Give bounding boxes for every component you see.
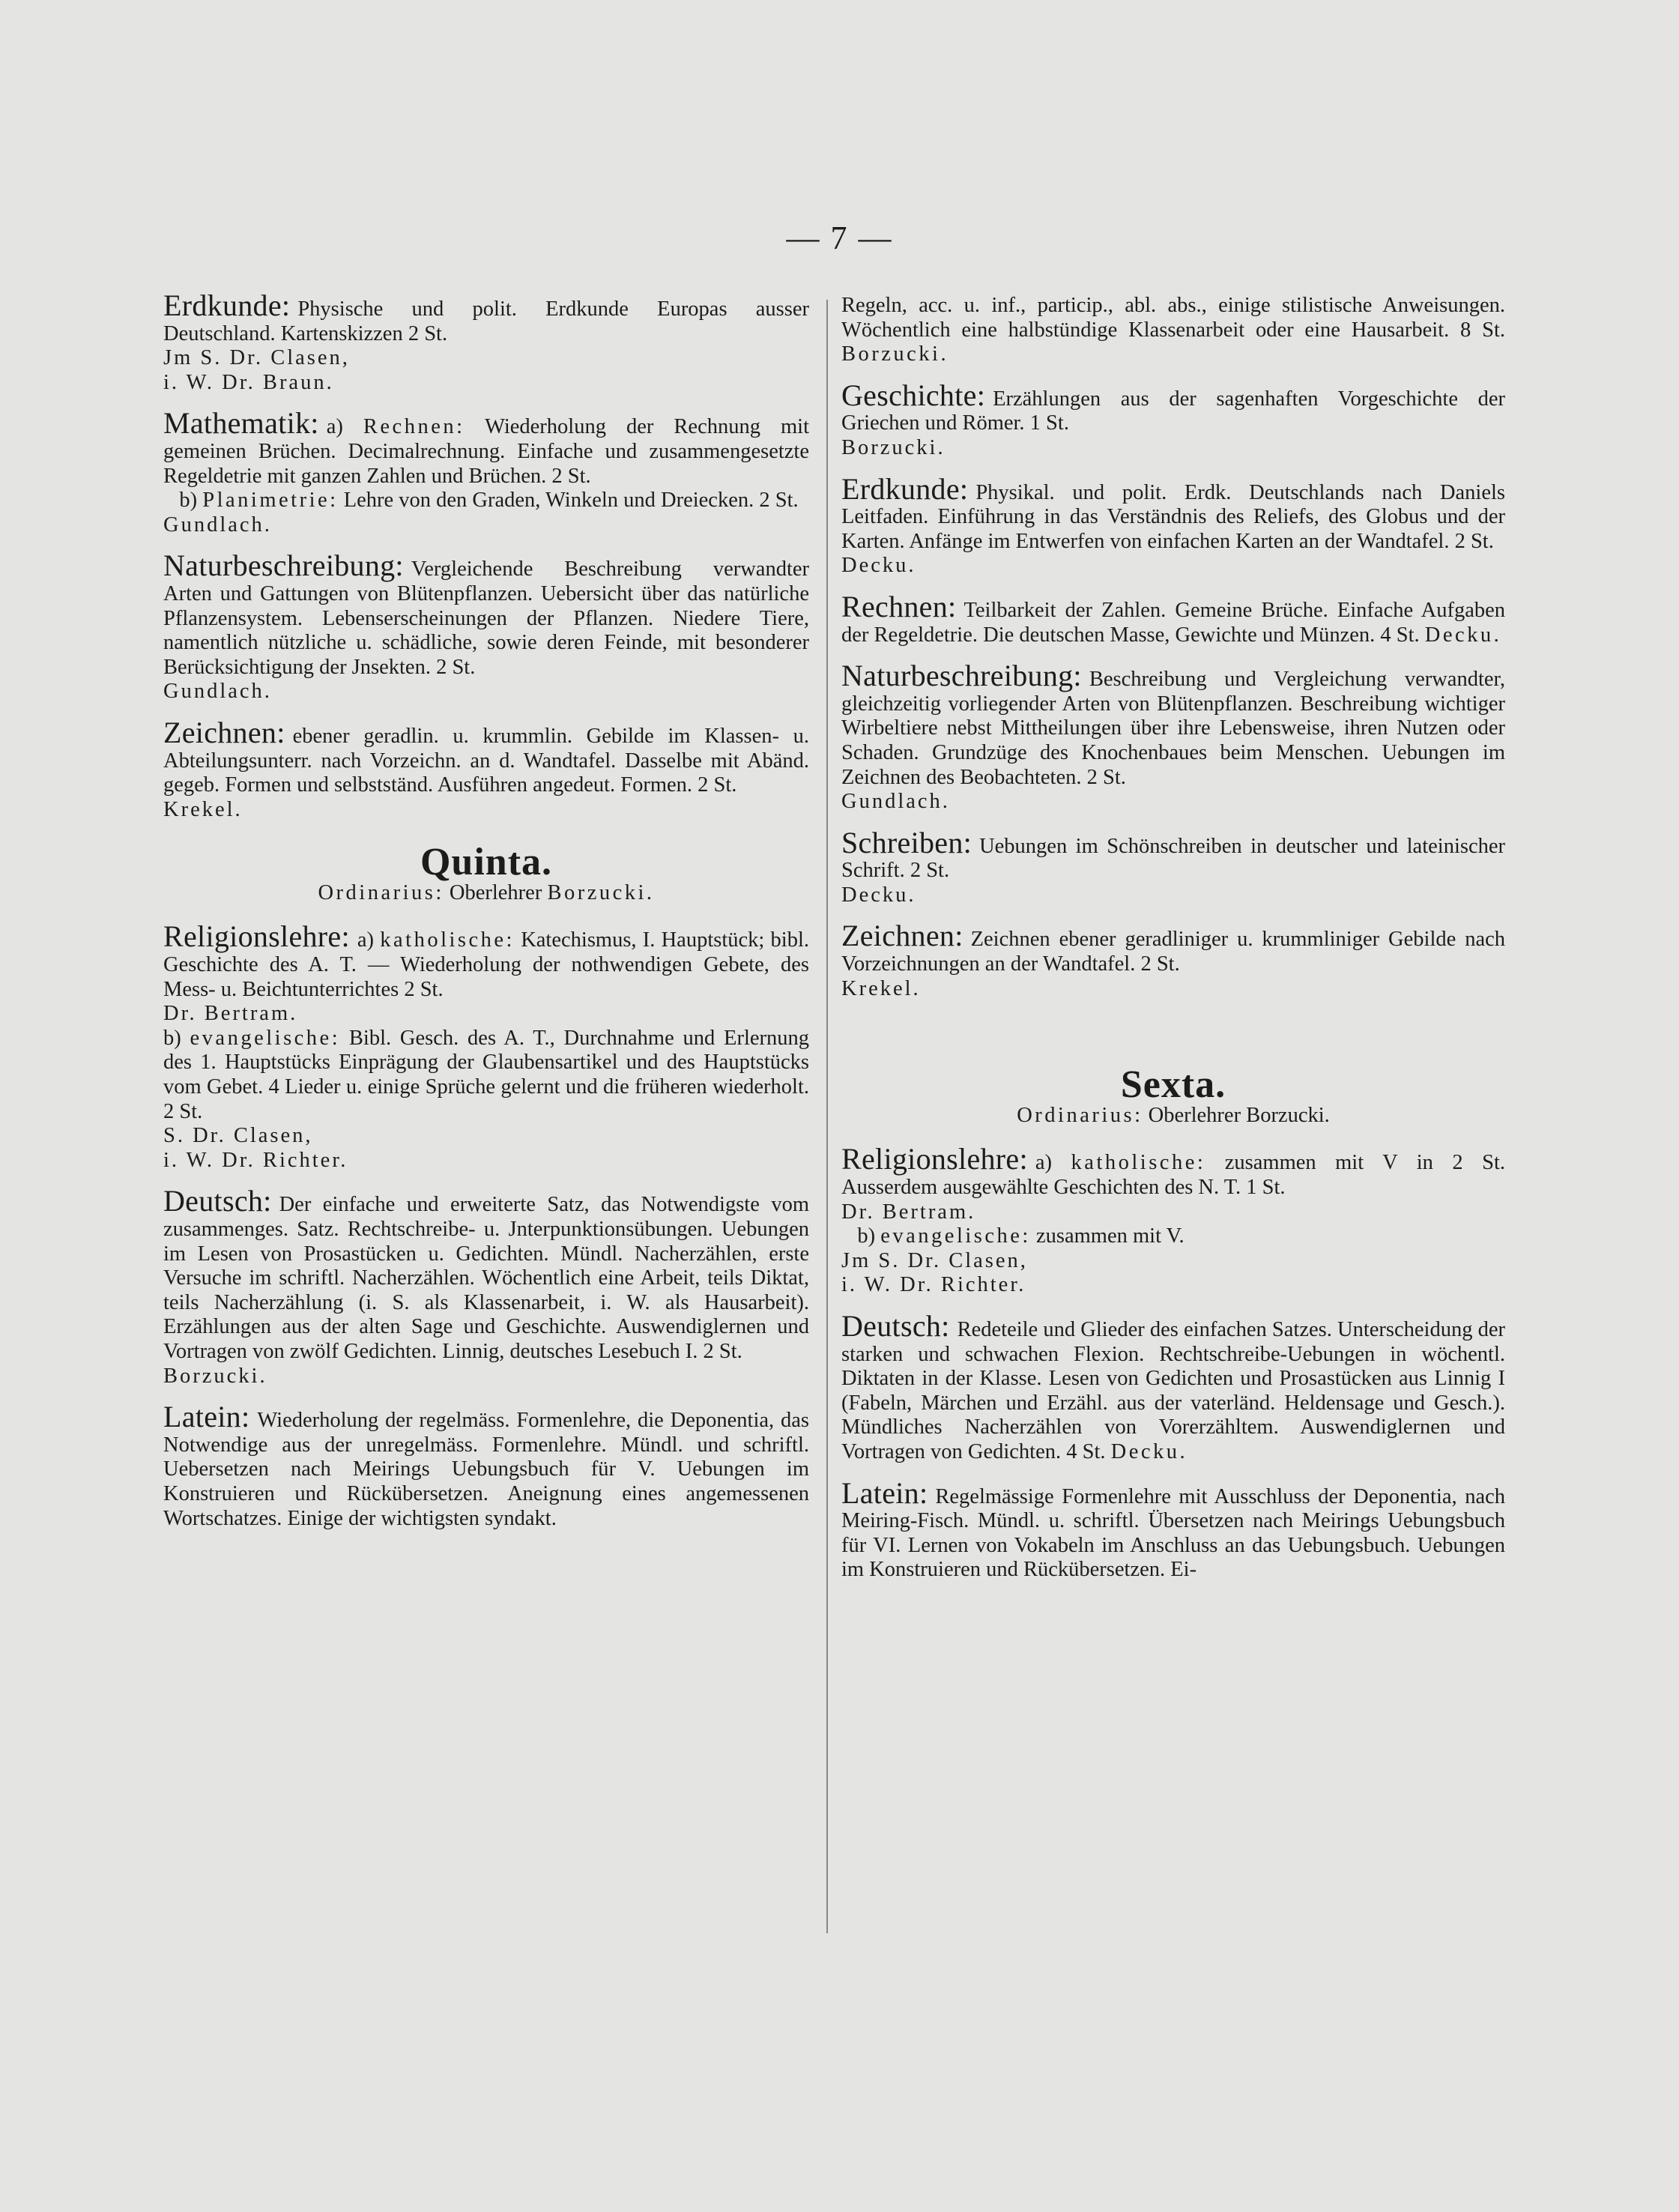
subject-heading: Deutsch: — [841, 1309, 950, 1343]
sub-subject-label: katholische: — [380, 928, 515, 952]
entry-schreiben — [841, 825, 1505, 908]
subject-heading: Latein: — [841, 1475, 928, 1510]
item-marker: a) — [357, 928, 375, 952]
item-marker: b) — [179, 489, 198, 513]
ordinarius-label: Ordinarius: — [318, 880, 444, 904]
entry-latein-continued — [841, 294, 1505, 367]
subject-text: Wiederholung der Rechnung mit gemeinen Brüchen. Decimalrechnung. Einfache und zusammengesetzte Regeldetrie mit ganzen Zahlen und Brüchen. 2 St. — [163, 415, 810, 488]
sub-subject-label: Planimetrie: — [202, 489, 339, 513]
item-marker: a) — [326, 415, 343, 439]
subject-text: Physikal. und polit. Erdk. Deutschlands nach Daniels Leitfaden. Einführung in das Verständnis des Reliefs, des Globus und der Karten. Anfänge im Entwerfen von einfachen Karten an der Wandtafel. 2 St. — [841, 480, 1505, 553]
teacher-signature: i. W. Dr. Richter. — [841, 1273, 1026, 1297]
entry-naturbeschreibung — [841, 659, 1505, 815]
subject-text: Regelmässige Formenlehre mit Ausschluss der Deponentia, nach Meiring-Fisch. Mündl. u. schriftl. Übersetzen nach Meirings Uebungsbuch für VI. Lernen von Vokabeln im Anschluss an das Uebungsbuch. Uebungen im Konstruieren und Rückübersetzen. Ei- — [841, 1484, 1505, 1582]
entry-latein — [163, 1400, 809, 1531]
teacher-signature: Jm S. Dr. Clasen, — [841, 1248, 1028, 1272]
subject-text: Bibl. Gesch. des A. T., Durchnahme und Erlernung des 1. Hauptstücks Einprägung der Glaubensartikel und des Hauptstücks vom Gebet. 4 Lieder u. einige Sprüche gelernt und die früheren wiederholt. 2 St. — [163, 1026, 809, 1123]
item-marker: b) — [163, 1026, 181, 1050]
ordinarius-line — [841, 1104, 1505, 1128]
entry-erdkunde — [841, 471, 1505, 578]
teacher-signature: Borzucki. — [163, 1364, 267, 1388]
subject-heading: Naturbeschreibung: — [841, 659, 1082, 693]
sub-subject-label: katholische: — [1071, 1151, 1206, 1175]
subject-text: zusammen mit V. — [1035, 1224, 1185, 1248]
entry-naturbeschreibung — [163, 549, 809, 704]
entry-geschichte — [841, 378, 1505, 461]
subject-text: Beschreibung und Vergleichung verwandter, gleichzeitig vorliegender Arten von Blütenpflanzen. Beschreibung wichtiger Wirbeltiere nebst Mittheilungen über ihre Lebensweise, ihren Nutzen oder Schaden. Grundzüge des Knochenbaues beim Menschen. Uebungen im Zeichnen des Beobachteten. 2 St. — [841, 668, 1505, 789]
entry-religionslehre — [163, 919, 809, 1173]
entry-latein — [841, 1475, 1505, 1583]
entry-mathematik — [163, 406, 810, 537]
subject-text: ebener geradlin. u. krummlin. Gebilde im Klassen- u. Abteilungsunterr. nach Vorzeichn. an d. Wandtafel. Dasselbe mit Abänd. gegeb. Formen und selbstständ. Ausführen angedeut. Formen. 2 St. — [163, 724, 809, 797]
subject-heading: Zeichnen: — [841, 919, 963, 953]
teacher-signature: Decku. — [841, 883, 916, 907]
subject-text: Erzählungen aus der sagenhaften Vorgeschichte der Griechen und Römer. 1 St. — [841, 387, 1505, 435]
subject-heading: Erdkunde: — [163, 288, 291, 322]
section-title-sexta: Sexta. — [1120, 1063, 1226, 1107]
subject-text: Lehre von den Graden, Winkeln und Dreiecken. 2 St. — [343, 489, 799, 513]
subject-text: Zeichnen ebener geradliniger u. krummliniger Gebilde nach Vorzeichnungen an der Wandtafel. 2 St. — [841, 928, 1505, 976]
subject-heading: Religionslehre: — [841, 1142, 1028, 1176]
teacher-signature: Gundlach. — [163, 513, 272, 537]
item-marker: b) — [857, 1224, 876, 1248]
entry-religionslehre — [841, 1142, 1505, 1298]
subject-text: Regeln, acc. u. inf., particip., abl. abs., einige stilistische Anweisungen. Wöchentlich eine halbstündige Klassenarbeit oder eine Hausarbeit. 8 St. — [841, 294, 1505, 342]
teacher-signature: Decku. — [1424, 623, 1502, 647]
teacher-signature: S. Dr. Clasen, — [163, 1124, 313, 1148]
entry-zeichnen — [163, 715, 809, 822]
entry-rechnen — [841, 589, 1505, 647]
teacher-signature: i. W. Dr. Richter. — [163, 1148, 348, 1172]
ordinarius-text: Oberlehrer — [449, 880, 542, 904]
subject-text: Uebungen im Schönschreiben in deutscher und lateinischer Schrift. 2 St. — [841, 834, 1505, 883]
subject-text: Physische und polit. Erdkunde Europas ausser Deutschland. Kartenskizzen 2 St. — [163, 297, 809, 345]
subject-heading: Erdkunde: — [841, 471, 969, 506]
entry-zeichnen — [841, 919, 1505, 1001]
teacher-signature: Decku. — [841, 554, 916, 578]
subject-heading: Mathematik: — [163, 406, 319, 441]
ordinarius-text: Oberlehrer Borzucki. — [1148, 1103, 1330, 1127]
subject-text: Der einfache und erweiterte Satz, das Notwendigste vom zusammenges. Satz. Rechtschreibe- u. Jnterpunktionsübungen. Uebungen im Lesen von Prosastücken u. Gedichten. Mündl. Nacherzählen, erste Versuche im schriftl. Nacherzählen. Wöchentlich eine Arbeit, teils Diktat, teils Nacherzählung (i. S. als Klassenarbeit, i. W. als Hausarbeit). Erzählungen aus der alten Sage und Geschichte. Auswendiglernen und Vortragen von zwölf Gedichten. Linnig, deutsches Lesebuch I. 2 St. — [163, 1193, 809, 1363]
ordinarius-line — [163, 881, 809, 906]
teacher-signature: Borzucki. — [841, 342, 949, 366]
subject-heading: Rechnen: — [841, 589, 957, 623]
subject-heading: Zeichnen: — [163, 715, 285, 749]
subject-text: zusammen mit V in 2 St. Ausserdem ausgewählte Geschichten des N. T. 1 St. — [841, 1151, 1505, 1200]
ordinarius-name: Borzucki. — [547, 880, 655, 904]
section-title-quinta: Quinta. — [420, 841, 553, 884]
subject-text: Teilbarkeit der Zahlen. Gemeine Brüche. Einfache Aufgaben der Regeldetrie. Die deutschen Masse, Gewichte und Münzen. 4 St. — [841, 598, 1505, 647]
ordinarius-label: Ordinarius: — [1017, 1103, 1143, 1127]
teacher-signature: Borzucki. — [841, 435, 946, 459]
page-number: — 7 — — [786, 220, 893, 256]
column-divider — [826, 300, 828, 1933]
subject-heading: Religionslehre: — [163, 919, 350, 954]
entry-deutsch — [841, 1309, 1505, 1465]
item-marker: a) — [1035, 1151, 1053, 1175]
subject-text: Vergleichende Beschreibung verwandter Arten und Gattungen von Blütenpflanzen. Uebersicht über das natürliche Pflanzensystem. Lebenserscheinungen der Pflanzen. Niedere Tiere, namentlich nützliche u. schädliche, sowie deren Feinde, mit besonderer Berücksichtigung der Jnsekten. 2 St. — [163, 557, 809, 679]
subject-heading: Naturbeschreibung: — [163, 549, 404, 583]
subject-heading: Deutsch: — [163, 1184, 272, 1218]
teacher-signature: i. W. Dr. Braun. — [163, 370, 334, 394]
sub-subject-label: evangelische: — [190, 1026, 341, 1050]
teacher-signature: Krekel. — [163, 797, 243, 821]
subject-heading: Latein: — [163, 1400, 250, 1434]
subject-text: Wiederholung der regelmäss. Formenlehre, die Deponentia, das Notwendige aus der unregelmäss. Formenlehre. Mündl. und schriftl. Uebersetzen nach Meirings Uebungsbuch für V. Uebungen im Konstruieren und Rückübersetzen. Aneignung eines angemessenen Wortschatzes. Einige der wichtigsten syndakt. — [163, 1409, 809, 1530]
subject-heading: Geschichte: — [841, 378, 986, 412]
teacher-signature: Gundlach. — [841, 790, 950, 814]
entry-deutsch — [163, 1184, 809, 1388]
teacher-signature: Jm S. Dr. Clasen, — [163, 346, 350, 370]
subject-text: Redeteile und Glieder des einfachen Satzes. Unterscheidung der starken und schwachen Flexion. Rechtschreibe-Uebungen in wöchentl. Diktaten in der Klasse. Lesen von Gedichten und Prosastücken aus Linnig I (Fabeln, Märchen und Erzähl. aus der vaterländ. Heldensage und Gesch.). Mündliches Nacherzählen von Vorerzähltem. Auswendiglernen und Vortragen von Gedichten. 4 St. — [841, 1318, 1505, 1463]
left-column — [163, 288, 810, 1547]
teacher-signature: Dr. Bertram. — [163, 1002, 298, 1026]
teacher-signature: Dr. Bertram. — [841, 1200, 976, 1224]
sub-subject-label: Rechnen: — [363, 415, 465, 439]
teacher-signature: Gundlach. — [163, 680, 272, 704]
sub-subject-label: evangelische: — [880, 1224, 1031, 1248]
teacher-signature: Decku. — [1110, 1439, 1188, 1463]
right-column — [841, 294, 1505, 1599]
subject-heading: Schreiben: — [841, 825, 972, 859]
subject-text: Katechismus, I. Hauptstück; bibl. Geschichte des A. T. — Wiederholung der nothwendigen Gebete, des Mess- u. Beichtunterrichtes 2 St. — [163, 928, 809, 1001]
entry-erdkunde — [163, 288, 809, 395]
teacher-signature: Krekel. — [841, 976, 921, 1000]
